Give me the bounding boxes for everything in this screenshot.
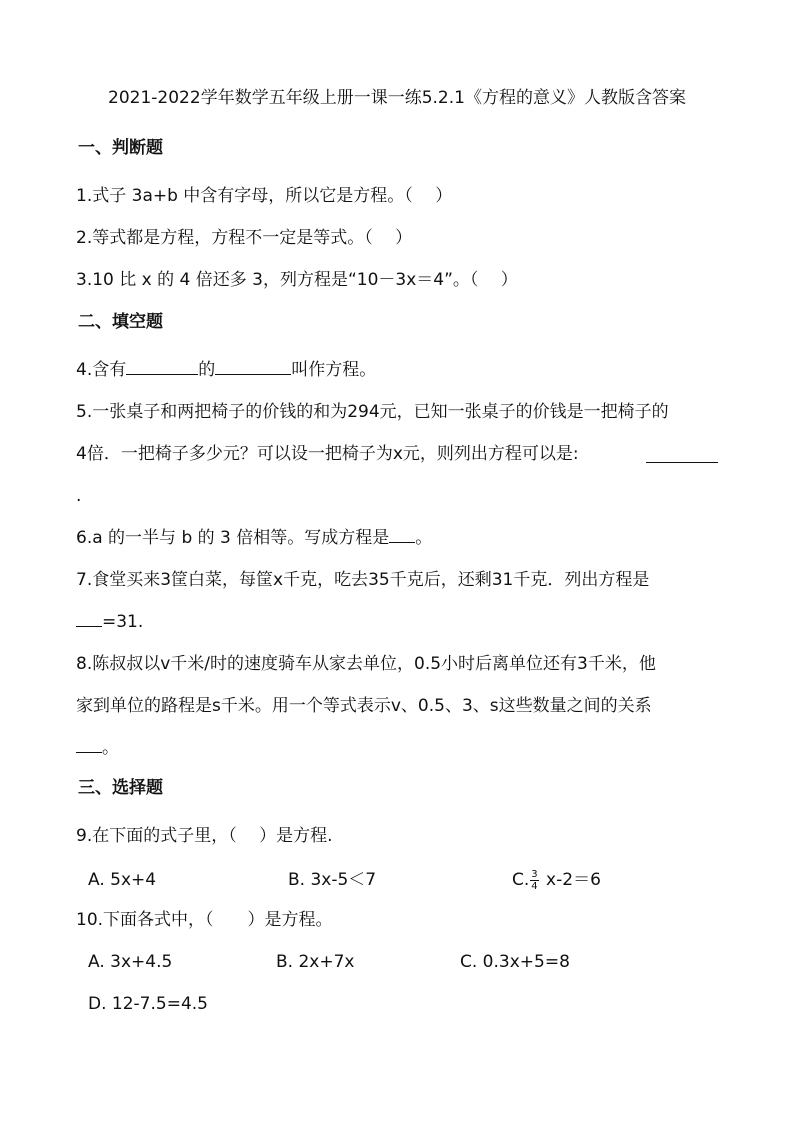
question-10: 10.下面各式中，（ ）是方程。 <box>76 910 333 930</box>
question-6 <box>76 526 432 550</box>
question-2: 2.等式都是方程，方程不一定是等式。（ ） <box>76 228 413 248</box>
question-3: 3.10 比 x 的 4 倍还多 3，列方程是“10－3x＝4”。（ ） <box>76 270 518 290</box>
question-10-option-d[interactable]: D. 12-7.5=4.5 <box>88 994 208 1014</box>
question-5-line-1: 5.一张桌子和两把椅子的价钱的和为294元，已知一张桌子的价钱是一把椅子的 <box>76 402 669 422</box>
question-4 <box>76 358 376 382</box>
question-10-option-a[interactable]: A. 3x+4.5 <box>88 952 173 972</box>
question-8-end: 。 <box>102 738 119 758</box>
question-8-line-2: 家到单位的路程是s千米。用一个等式表示v、0.5、3、s这些数量之间的关系 <box>76 696 652 716</box>
answer-blank[interactable] <box>646 446 718 463</box>
question-5-line-3: . <box>76 486 82 506</box>
question-5-line-2 <box>76 442 579 466</box>
answer-blank[interactable] <box>126 358 198 375</box>
question-1: 1.式子 3a+b 中含有字母，所以它是方程。（ ） <box>76 186 453 206</box>
question-9-option-a[interactable]: A. 5x+4 <box>88 870 157 890</box>
option-c-expression: x-2＝6 <box>540 870 601 890</box>
section-true-false: 一、判断题 <box>78 138 163 158</box>
question-9-option-b[interactable]: B. 3x-5＜7 <box>288 870 377 890</box>
fraction-denominator: 4 <box>531 880 538 892</box>
question-4-text-a: 4.含有 <box>76 360 127 380</box>
page-title: 2021-2022学年数学五年级上册一课一练5.2.1《方程的意义》人教版含答案 <box>108 88 686 108</box>
question-7-line-1: 7.食堂买来3筐白菜，每筐x千克，吃去35千克后，还剩31千克．列出方程是 <box>76 570 650 590</box>
answer-blank[interactable] <box>76 736 102 753</box>
question-4-text-c: 叫作方程。 <box>291 360 377 380</box>
question-10-option-c[interactable]: C. 0.3x+5=8 <box>460 952 570 972</box>
answer-blank[interactable] <box>215 358 291 375</box>
question-10-option-b[interactable]: B. 2x+7x <box>276 952 355 972</box>
question-4-text-b: 的 <box>198 360 216 380</box>
question-8-line-1: 8.陈叔叔以v千米/时的速度骑车从家去单位，0.5小时后离单位还有3千米，他 <box>76 654 656 674</box>
question-6-text: 6.a 的一半与 b 的 3 倍相等。写成方程是 <box>76 528 390 548</box>
question-6-end: 。 <box>415 528 433 548</box>
fraction-numerator: 3 <box>531 868 538 880</box>
question-7-end: =31. <box>102 612 144 632</box>
fraction <box>530 869 538 892</box>
question-7-line-2 <box>76 610 143 634</box>
option-c-label: C. <box>512 870 530 890</box>
question-5-text: 4倍．一把椅子多少元？可以设一把椅子为x元，则列出方程可以是: <box>76 444 579 464</box>
answer-blank[interactable] <box>76 610 102 627</box>
question-9-option-c[interactable] <box>512 868 601 892</box>
question-9: 9.在下面的式子里，（ ）是方程. <box>76 826 333 846</box>
section-multiple-choice: 三、选择题 <box>78 778 163 798</box>
question-8-line-3 <box>76 736 119 760</box>
section-fill-blank: 二、填空题 <box>78 312 163 332</box>
answer-blank[interactable] <box>389 526 415 543</box>
